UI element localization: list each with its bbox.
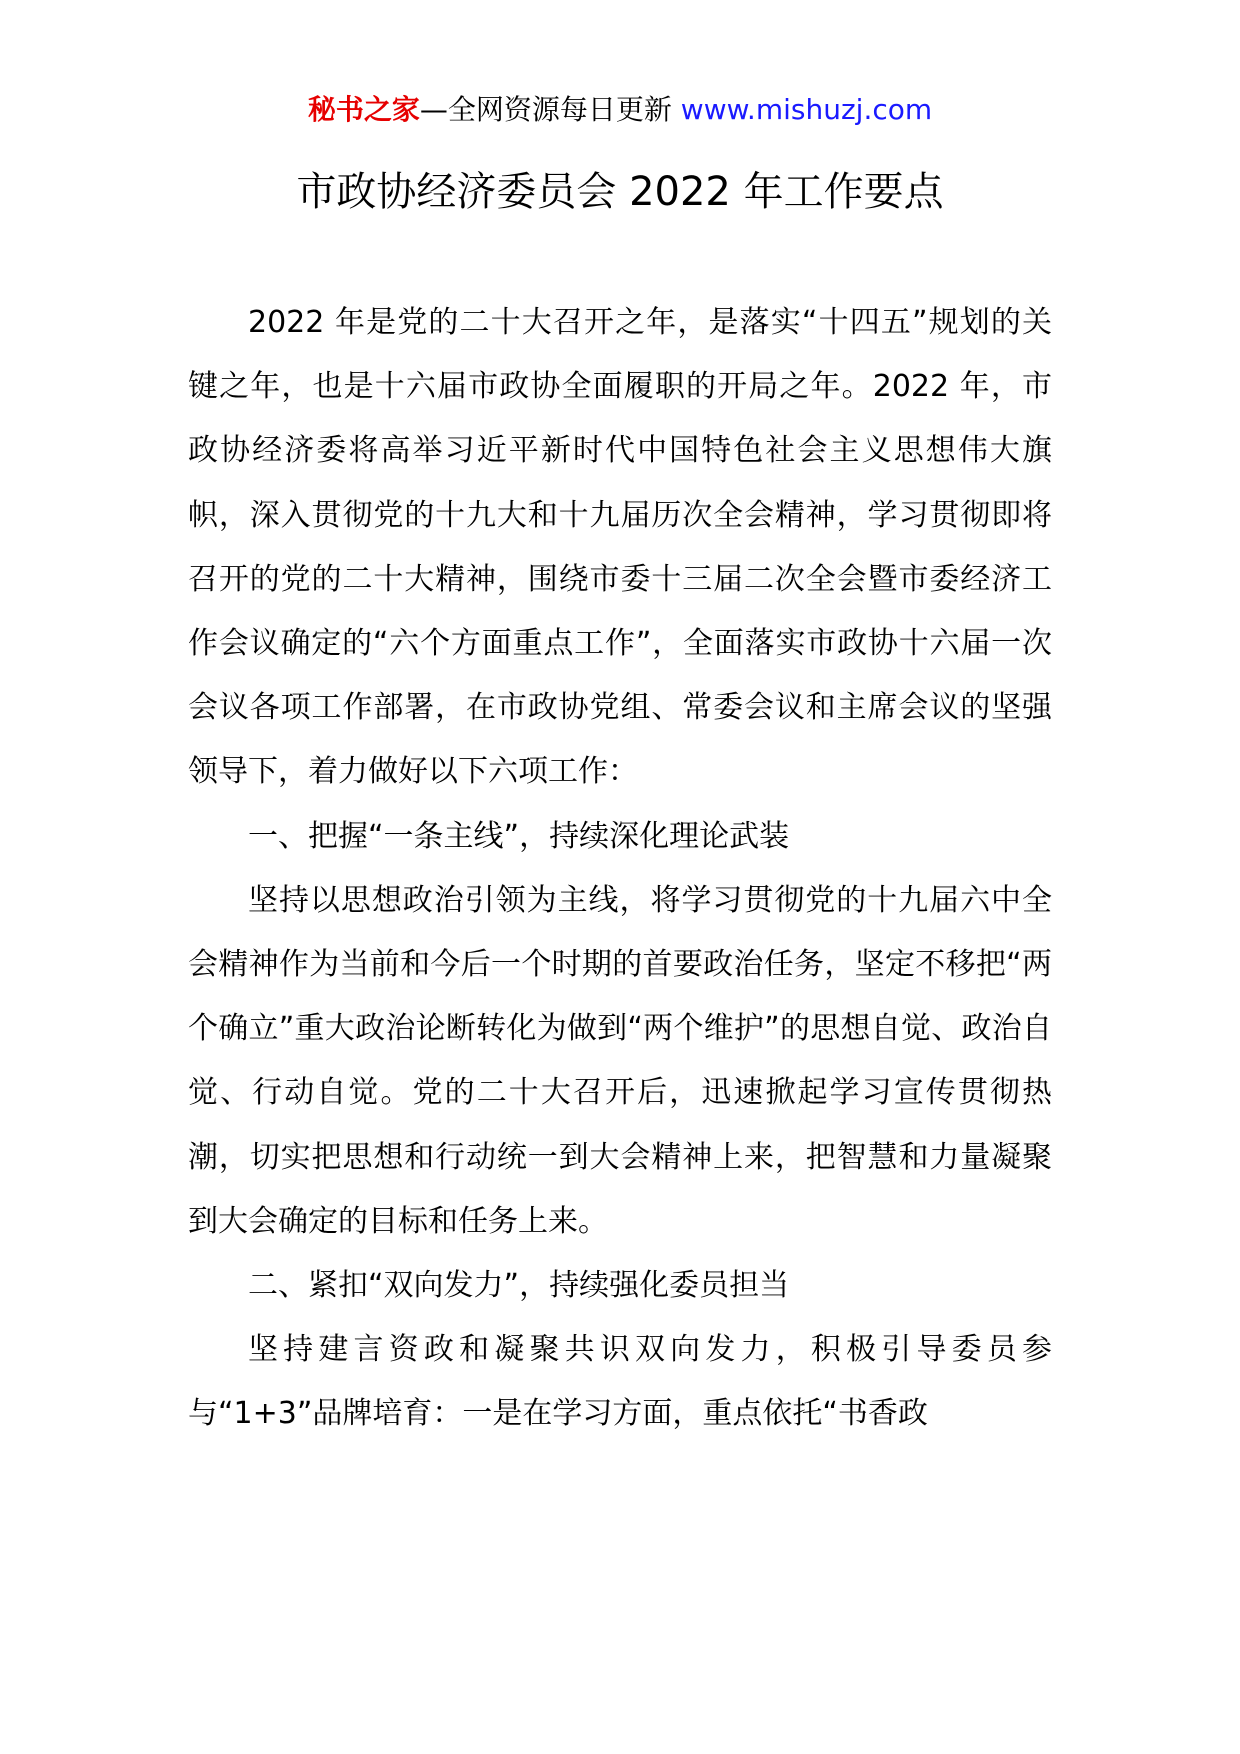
document-body bbox=[188, 291, 1052, 1447]
brand-name: 秘书之家 bbox=[307, 93, 420, 126]
section-2-paragraph: 坚持建言资政和凝聚共识双向发力，积极引导委员参与“1+3”品牌培育：一是在学习方面，重点依托“书香政 bbox=[188, 1332, 1052, 1432]
intro-paragraph: 2022 年是党的二十大召开之年，是落实“十四五”规划的关键之年，也是十六届市政协全面履职的开局之年。2022 年，市政协经济委将高举习近平新时代中国特色社会主义思想伟大旗帜，深入贯彻党的十九大和十九届历次全会精神，学习贯彻即将召开的党的二十大精神，围绕市委十三届二次全会暨市委经济工作会议确定的“六个方面重点工作”，全面落实市政协十六届一次会议各项工作部署，在市政协党组、常委会议和主席会议的坚强领导下，着力做好以下六项工作： bbox=[188, 305, 1052, 790]
site-url-link[interactable]: www.mishuzj.com bbox=[680, 93, 933, 126]
brand-tagline: —全网资源每日更新 bbox=[419, 93, 672, 126]
section-heading-1: 一、把握“一条主线”，持续深化理论武装 bbox=[248, 818, 790, 854]
section-heading-2: 二、紧扣“双向发力”，持续强化委员担当 bbox=[248, 1268, 790, 1304]
site-header-banner bbox=[0, 88, 1240, 132]
document-title: 市政协经济委员会 2022 年工作要点 bbox=[296, 169, 944, 215]
section-1-paragraph: 坚持以思想政治引领为主线，将学习贯彻党的十九届六中全会精神作为当前和今后一个时期的首要政治任务，坚定不移把“两个确立”重大政治论断转化为做到“两个维护”的思想自觉、政治自觉、行动自觉。党的二十大召开后，迅速掀起学习宣传贯彻热潮，切实把思想和行动统一到大会精神上来，把智慧和力量凝聚到大会确定的目标和任务上来。 bbox=[188, 882, 1052, 1239]
